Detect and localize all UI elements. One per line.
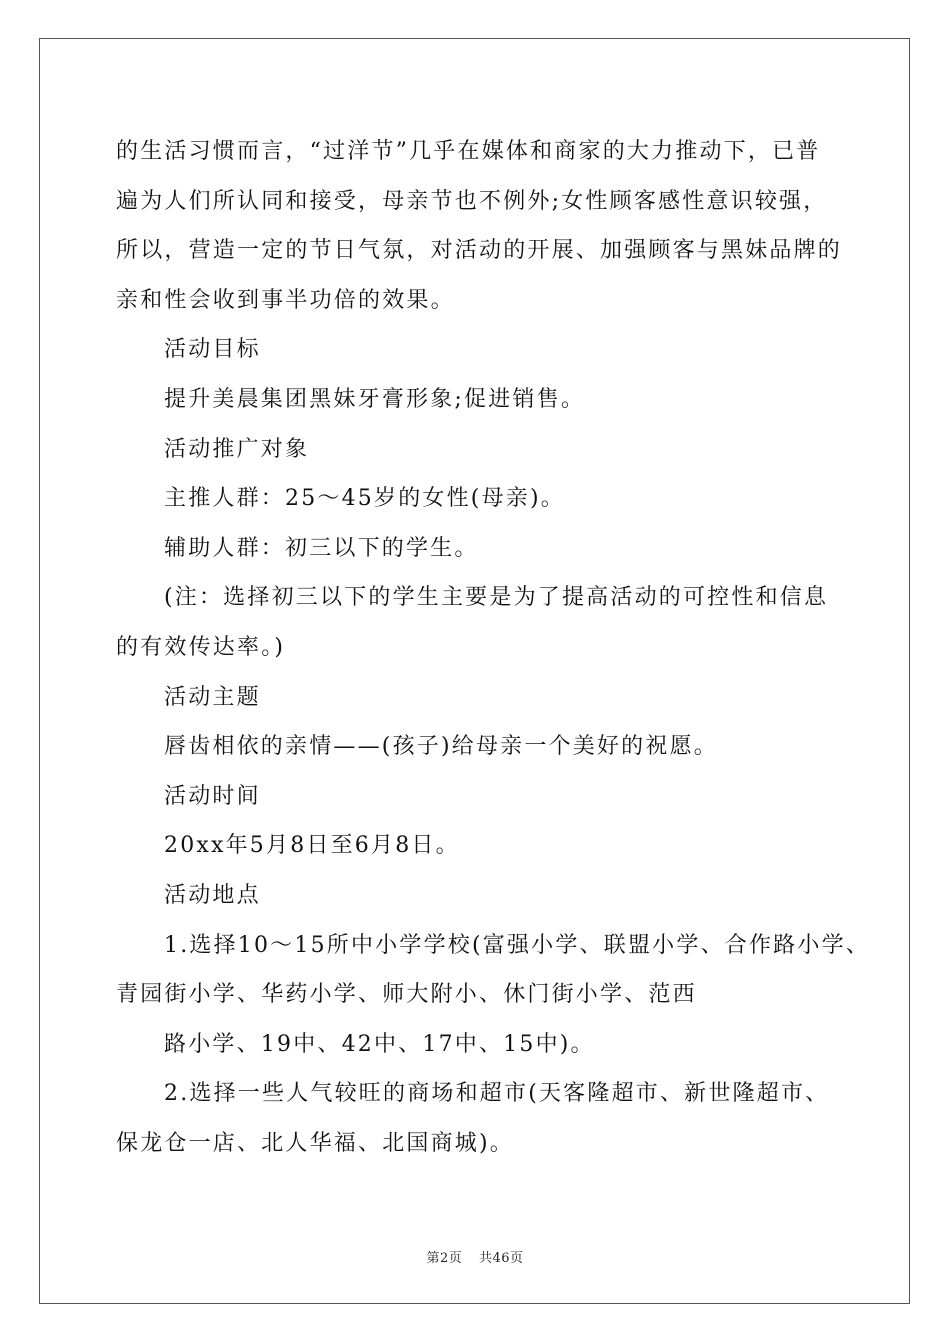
text-line: 辅助人群：初三以下的学生。 [164, 535, 479, 561]
text-line: 活动目标 [164, 337, 261, 363]
page-footer [0, 1247, 950, 1266]
text-line: 活动主题 [164, 684, 261, 710]
text-line: 唇齿相依的亲情——(孩子)给母亲一个美好的祝愿。 [164, 734, 718, 760]
text-line: 活动地点 [164, 882, 261, 908]
text-line: 青园街小学、华药小学、师大附小、休门街小学、范西 [116, 982, 697, 1008]
text-line: 活动推广对象 [164, 436, 310, 462]
text-line: 20xx年5月8日至6月8日。 [164, 833, 460, 859]
document-body [116, 127, 870, 1168]
text-line: 活动时间 [164, 783, 261, 809]
text-line: 的有效传达率。) [116, 634, 286, 660]
text-line: 2.选择一些人气较旺的商场和超市(天客隆超市、新世隆超市、 [164, 1081, 830, 1107]
page-total: 共46页 [478, 1251, 524, 1266]
text-line: 亲和性会收到事半功倍的效果。 [116, 287, 455, 313]
text-line: 遍为人们所认同和接受，母亲节也不例外;女性顾客感性意识较强， [116, 188, 828, 214]
text-line: 提升美晨集团黑妹牙膏形象;促进销售。 [164, 386, 586, 412]
text-line: 所以，营造一定的节日气氛，对活动的开展、加强顾客与黑妹品牌的 [116, 238, 843, 264]
text-line: 的生活习惯而言，“过洋节”几乎在媒体和商家的大力推动下，已普 [116, 139, 821, 164]
text-line: 路小学、19中、42中、17中、15中)。 [164, 1031, 595, 1057]
text-line: (注：选择初三以下的学生主要是为了提高活动的可控性和信息 [164, 585, 829, 611]
page-number: 第2页 [426, 1251, 463, 1266]
text-line: 保龙仓一店、北人华福、北国商城)。 [116, 1130, 514, 1156]
text-line: 主推人群：25～45岁的女性(母亲)。 [164, 486, 565, 512]
text-line: 1.选择10～15所中小学学校(富强小学、联盟小学、合作路小学、 [164, 932, 870, 958]
